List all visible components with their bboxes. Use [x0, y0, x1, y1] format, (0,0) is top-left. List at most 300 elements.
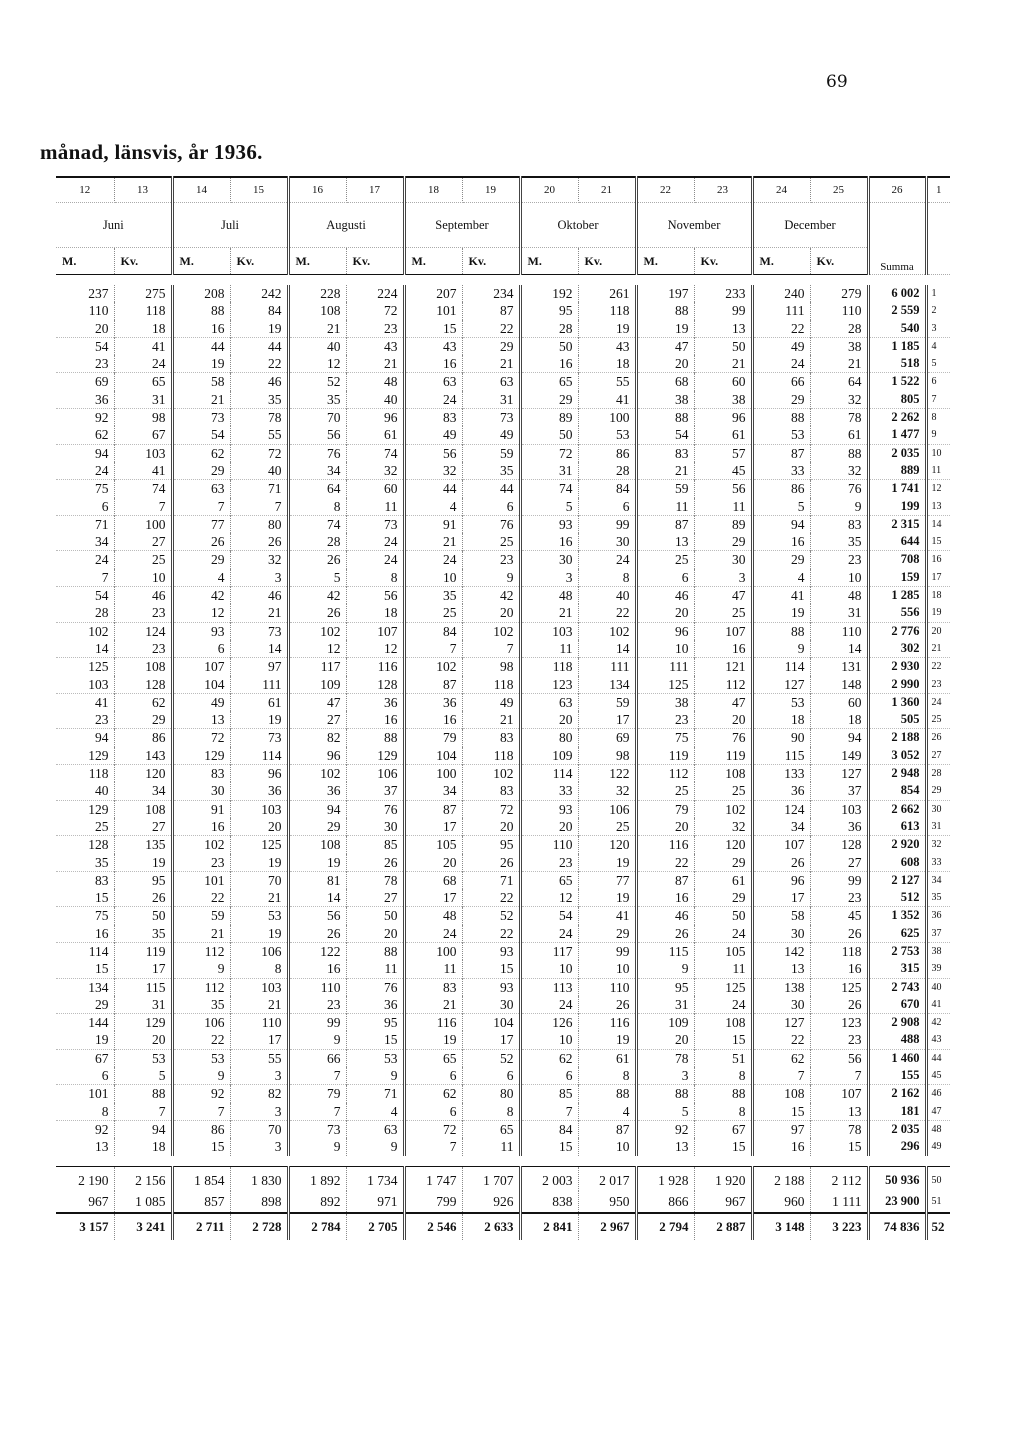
- column-number: 25: [810, 177, 868, 203]
- value-cell: 96: [636, 622, 694, 640]
- value-cell: 53: [578, 426, 636, 444]
- value-cell: 65: [114, 373, 172, 391]
- column-number: 17: [346, 177, 404, 203]
- value-cell: 88: [114, 1085, 172, 1103]
- value-cell: 108: [288, 302, 346, 319]
- value-cell: 10: [578, 1138, 636, 1155]
- value-cell: 4: [346, 1103, 404, 1121]
- value-cell: 87: [404, 676, 462, 694]
- value-cell: 17: [462, 1031, 520, 1049]
- value-cell: 9: [346, 1138, 404, 1155]
- value-cell: 102: [462, 765, 520, 783]
- value-cell: 94: [752, 515, 810, 533]
- value-cell: 2 112: [810, 1166, 868, 1191]
- value-cell: 32: [346, 462, 404, 480]
- value-cell: 73: [288, 1120, 346, 1138]
- value-cell: 106: [230, 942, 288, 960]
- summa-cell: 889: [868, 462, 926, 480]
- value-cell: 11: [346, 960, 404, 978]
- value-cell: 34: [752, 818, 810, 836]
- value-cell: 103: [230, 978, 288, 996]
- table-row: [56, 480, 950, 498]
- value-cell: 99: [810, 871, 868, 889]
- value-cell: 7: [114, 498, 172, 516]
- value-cell: 1 111: [810, 1191, 868, 1213]
- value-cell: 109: [520, 747, 578, 765]
- value-cell: 28: [288, 533, 346, 551]
- value-cell: 104: [462, 1014, 520, 1032]
- value-cell: 127: [810, 765, 868, 783]
- value-cell: 2 967: [578, 1213, 636, 1240]
- value-cell: 88: [752, 622, 810, 640]
- value-cell: 25: [404, 604, 462, 622]
- value-cell: 61: [578, 1049, 636, 1067]
- value-cell: 81: [288, 871, 346, 889]
- value-cell: 101: [404, 302, 462, 319]
- value-cell: 13: [56, 1138, 114, 1155]
- value-cell: 279: [810, 285, 868, 302]
- value-cell: 20: [114, 1031, 172, 1049]
- value-cell: 106: [172, 1014, 230, 1032]
- table-row: [56, 569, 950, 587]
- spacer-cell: [56, 275, 950, 286]
- value-cell: 32: [404, 462, 462, 480]
- page-title: månad, länsvis, år 1936.: [40, 140, 263, 164]
- month-header: Augusti: [288, 203, 404, 248]
- value-cell: 14: [230, 640, 288, 658]
- table-row: [56, 640, 950, 658]
- value-cell: 38: [810, 337, 868, 355]
- table-row: [56, 907, 950, 925]
- value-cell: 1 707: [462, 1166, 520, 1191]
- summa-cell: 1 460: [868, 1049, 926, 1067]
- row-index: 45: [931, 1070, 942, 1082]
- row-index: 51: [931, 1195, 942, 1207]
- value-cell: 950: [578, 1191, 636, 1213]
- table-row: [56, 658, 950, 676]
- value-cell: 128: [810, 836, 868, 854]
- value-cell: 47: [694, 587, 752, 605]
- row-index: 42: [926, 1014, 950, 1032]
- value-cell: 103: [810, 800, 868, 818]
- row-index: 30: [926, 800, 950, 818]
- row-index: 6: [926, 373, 950, 391]
- value-cell: 15: [56, 889, 114, 907]
- table-row: [56, 818, 950, 836]
- value-cell: 50: [520, 337, 578, 355]
- value-cell: 44: [172, 337, 230, 355]
- value-cell: 16: [404, 711, 462, 729]
- table-row: [56, 1191, 950, 1213]
- value-cell: 3: [230, 1067, 288, 1085]
- spacer-row: [56, 275, 950, 286]
- value-cell: 54: [172, 426, 230, 444]
- value-cell: 21: [346, 355, 404, 373]
- value-cell: 47: [694, 693, 752, 711]
- value-cell: 112: [636, 765, 694, 783]
- value-cell: 15: [346, 1031, 404, 1049]
- value-cell: 43: [404, 337, 462, 355]
- value-cell: 100: [404, 765, 462, 783]
- value-cell: 118: [462, 676, 520, 694]
- value-cell: 31: [520, 462, 578, 480]
- value-cell: 74: [520, 480, 578, 498]
- value-cell: 20: [636, 1031, 694, 1049]
- value-cell: 26: [230, 533, 288, 551]
- value-cell: 3: [230, 1138, 288, 1155]
- value-cell: 17: [404, 889, 462, 907]
- value-cell: 115: [752, 747, 810, 765]
- value-cell: 21: [230, 889, 288, 907]
- row-index: 32: [926, 836, 950, 854]
- value-cell: 8: [694, 1103, 752, 1121]
- value-cell: 3: [520, 569, 578, 587]
- value-cell: 40: [288, 337, 346, 355]
- value-cell: 93: [462, 942, 520, 960]
- value-cell: 32: [578, 782, 636, 800]
- value-cell: 108: [288, 836, 346, 854]
- value-cell: 73: [230, 622, 288, 640]
- value-cell: 21: [404, 996, 462, 1014]
- value-cell: 15: [694, 1031, 752, 1049]
- value-cell: 108: [114, 800, 172, 818]
- value-cell: 118: [810, 942, 868, 960]
- value-cell: 110: [578, 978, 636, 996]
- value-cell: 19: [578, 320, 636, 338]
- value-cell: 11: [404, 960, 462, 978]
- row-index: 52: [926, 1213, 950, 1240]
- value-cell: 24: [346, 533, 404, 551]
- value-cell: 7: [230, 498, 288, 516]
- value-cell: 41: [56, 693, 114, 711]
- value-cell: 35: [172, 996, 230, 1014]
- summa-cell: 2 035: [868, 444, 926, 462]
- value-cell: 30: [752, 925, 810, 943]
- value-cell: 31: [462, 391, 520, 409]
- value-cell: 28: [520, 320, 578, 338]
- summa-cell: 199: [868, 498, 926, 516]
- value-cell: 19: [578, 889, 636, 907]
- value-cell: 240: [752, 285, 810, 302]
- summa-cell: 181: [868, 1103, 926, 1121]
- value-cell: 11: [694, 960, 752, 978]
- value-cell: 74: [114, 480, 172, 498]
- value-cell: 63: [346, 1120, 404, 1138]
- value-cell: 74: [288, 515, 346, 533]
- value-cell: 72: [346, 302, 404, 319]
- value-cell: 94: [56, 444, 114, 462]
- value-cell: 96: [288, 747, 346, 765]
- value-cell: 88: [636, 1085, 694, 1103]
- value-cell: 799: [404, 1191, 462, 1213]
- value-cell: 7: [404, 1138, 462, 1155]
- value-cell: 32: [810, 462, 868, 480]
- value-cell: 15: [56, 960, 114, 978]
- value-cell: 76: [288, 444, 346, 462]
- value-cell: 1 928: [636, 1166, 694, 1191]
- value-cell: 125: [636, 676, 694, 694]
- value-cell: 1 892: [288, 1166, 346, 1191]
- value-cell: 63: [462, 373, 520, 391]
- value-cell: 78: [346, 871, 404, 889]
- value-cell: 8: [462, 1103, 520, 1121]
- value-cell: 79: [288, 1085, 346, 1103]
- value-cell: 82: [288, 729, 346, 747]
- sex-header-kv: Kv.: [462, 248, 520, 275]
- value-cell: 29: [462, 337, 520, 355]
- value-cell: 29: [694, 533, 752, 551]
- value-cell: 2 190: [56, 1166, 114, 1191]
- value-cell: 53: [346, 1049, 404, 1067]
- value-cell: 36: [404, 693, 462, 711]
- value-cell: 78: [810, 409, 868, 427]
- column-number: 14: [172, 177, 230, 203]
- value-cell: 77: [578, 871, 636, 889]
- value-cell: 34: [114, 782, 172, 800]
- value-cell: 224: [346, 285, 404, 302]
- table-row: [56, 996, 950, 1014]
- value-cell: 72: [404, 1120, 462, 1138]
- value-cell: 92: [172, 1085, 230, 1103]
- row-index: 49: [931, 1141, 942, 1153]
- value-cell: 197: [636, 285, 694, 302]
- value-cell: 62: [114, 693, 172, 711]
- value-cell: 107: [346, 622, 404, 640]
- row-index: 20: [926, 622, 950, 640]
- value-cell: 7: [810, 1067, 868, 1085]
- value-cell: 105: [694, 942, 752, 960]
- value-cell: 63: [404, 373, 462, 391]
- row-index: 11: [931, 464, 942, 476]
- value-cell: 19: [752, 604, 810, 622]
- summa-cell: 2 930: [868, 658, 926, 676]
- value-cell: 73: [230, 729, 288, 747]
- value-cell: 15: [810, 1138, 868, 1155]
- value-cell: 107: [752, 836, 810, 854]
- value-cell: 50: [114, 907, 172, 925]
- value-cell: 102: [462, 622, 520, 640]
- summa-cell: 488: [868, 1031, 926, 1049]
- value-cell: 29: [694, 854, 752, 872]
- value-cell: 106: [578, 800, 636, 818]
- value-cell: 67: [694, 1120, 752, 1138]
- table-row: [56, 1014, 950, 1032]
- summa-cell: 2 035: [868, 1120, 926, 1138]
- sex-header-m: M.: [636, 248, 694, 275]
- summa-cell: 505: [868, 711, 926, 729]
- value-cell: 83: [462, 782, 520, 800]
- summa-cell: 608: [868, 854, 926, 872]
- value-cell: 126: [520, 1014, 578, 1032]
- value-cell: 898: [230, 1191, 288, 1213]
- value-cell: 29: [114, 711, 172, 729]
- value-cell: 87: [462, 302, 520, 319]
- value-cell: 50: [694, 337, 752, 355]
- value-cell: 109: [636, 1014, 694, 1032]
- value-cell: 25: [114, 551, 172, 569]
- value-cell: 967: [694, 1191, 752, 1213]
- value-cell: 38: [694, 391, 752, 409]
- row-index: 25: [931, 714, 942, 726]
- value-cell: 26: [752, 854, 810, 872]
- value-cell: 52: [462, 1049, 520, 1067]
- value-cell: 3: [230, 1103, 288, 1121]
- table-row: [56, 765, 950, 783]
- value-cell: 88: [172, 302, 230, 319]
- month-header: September: [404, 203, 520, 248]
- value-cell: 64: [288, 480, 346, 498]
- value-cell: 23: [56, 355, 114, 373]
- value-cell: 1 085: [114, 1191, 172, 1213]
- table-row: [56, 942, 950, 960]
- value-cell: 54: [520, 907, 578, 925]
- value-cell: 23: [810, 1031, 868, 1049]
- value-cell: 88: [636, 302, 694, 319]
- value-cell: 108: [694, 765, 752, 783]
- value-cell: 18: [114, 320, 172, 338]
- row-index: 26: [926, 729, 950, 747]
- value-cell: 6: [462, 1067, 520, 1085]
- table-row: [56, 1138, 950, 1155]
- value-cell: 101: [56, 1085, 114, 1103]
- value-cell: 6: [462, 498, 520, 516]
- value-cell: 96: [752, 871, 810, 889]
- table-row: [56, 889, 950, 907]
- value-cell: 116: [578, 1014, 636, 1032]
- value-cell: 63: [172, 480, 230, 498]
- value-cell: 8: [230, 960, 288, 978]
- value-cell: 110: [520, 836, 578, 854]
- value-cell: 111: [752, 302, 810, 319]
- value-cell: 83: [404, 978, 462, 996]
- value-cell: 70: [288, 409, 346, 427]
- value-cell: 135: [114, 836, 172, 854]
- value-cell: 95: [462, 836, 520, 854]
- value-cell: 87: [636, 515, 694, 533]
- row-index: 35: [931, 892, 942, 904]
- summa-cell: 625: [868, 925, 926, 943]
- value-cell: 112: [694, 676, 752, 694]
- value-cell: 24: [56, 551, 114, 569]
- value-cell: 44: [230, 337, 288, 355]
- column-number: 22: [636, 177, 694, 203]
- value-cell: 6: [520, 1067, 578, 1085]
- value-cell: 70: [230, 1120, 288, 1138]
- value-cell: 52: [288, 373, 346, 391]
- value-cell: 40: [578, 587, 636, 605]
- value-cell: 23: [520, 854, 578, 872]
- value-cell: 10: [404, 569, 462, 587]
- table-row: [56, 337, 950, 355]
- value-cell: 9: [172, 1067, 230, 1085]
- value-cell: 93: [520, 515, 578, 533]
- value-cell: 5: [288, 569, 346, 587]
- row-index: 34: [926, 871, 950, 889]
- summa-cell: 708: [868, 551, 926, 569]
- value-cell: 107: [694, 622, 752, 640]
- value-cell: 9: [810, 498, 868, 516]
- summa-cell: 540: [868, 320, 926, 338]
- value-cell: 25: [462, 533, 520, 551]
- value-cell: 60: [694, 373, 752, 391]
- value-cell: 19: [578, 854, 636, 872]
- value-cell: 237: [56, 285, 114, 302]
- table-row: [56, 871, 950, 889]
- value-cell: 21: [404, 533, 462, 551]
- summa-cell: 74 836: [868, 1213, 926, 1240]
- value-cell: 24: [404, 391, 462, 409]
- value-cell: 261: [578, 285, 636, 302]
- value-cell: 89: [520, 409, 578, 427]
- value-cell: 87: [578, 1120, 636, 1138]
- column-number: 12: [56, 177, 114, 203]
- value-cell: 23: [346, 320, 404, 338]
- value-cell: 73: [346, 515, 404, 533]
- value-cell: 3 148: [752, 1213, 810, 1240]
- value-cell: 47: [288, 693, 346, 711]
- summa-cell: 2 990: [868, 676, 926, 694]
- value-cell: 104: [404, 747, 462, 765]
- value-cell: 2 188: [752, 1166, 810, 1191]
- value-cell: 8: [694, 1067, 752, 1085]
- value-cell: 73: [172, 409, 230, 427]
- value-cell: 9: [172, 960, 230, 978]
- value-cell: 93: [172, 622, 230, 640]
- value-cell: 15: [462, 960, 520, 978]
- row-index: 31: [931, 820, 942, 832]
- value-cell: 120: [114, 765, 172, 783]
- summa-cell: 1 352: [868, 907, 926, 925]
- value-cell: 16: [172, 320, 230, 338]
- value-cell: 6: [56, 1067, 114, 1085]
- value-cell: 114: [752, 658, 810, 676]
- value-cell: 95: [346, 1014, 404, 1032]
- value-cell: 117: [520, 942, 578, 960]
- value-cell: 67: [56, 1049, 114, 1067]
- value-cell: 48: [404, 907, 462, 925]
- value-cell: 22: [578, 604, 636, 622]
- value-cell: 12: [346, 640, 404, 658]
- value-cell: 2 156: [114, 1166, 172, 1191]
- value-cell: 48: [520, 587, 578, 605]
- value-cell: 26: [346, 854, 404, 872]
- value-cell: 127: [752, 676, 810, 694]
- value-cell: 78: [810, 1120, 868, 1138]
- value-cell: 102: [172, 836, 230, 854]
- row-index: 8: [926, 409, 950, 427]
- value-cell: 20: [636, 818, 694, 836]
- value-cell: 129: [56, 800, 114, 818]
- row-index: 43: [931, 1034, 942, 1046]
- value-cell: 8: [578, 569, 636, 587]
- value-cell: 27: [810, 854, 868, 872]
- value-cell: 110: [288, 978, 346, 996]
- value-cell: 65: [462, 1120, 520, 1138]
- value-cell: 21: [810, 355, 868, 373]
- value-cell: 115: [114, 978, 172, 996]
- value-cell: 35: [462, 462, 520, 480]
- value-cell: 92: [56, 1120, 114, 1138]
- value-cell: 967: [56, 1191, 114, 1213]
- value-cell: 21: [172, 391, 230, 409]
- value-cell: 22: [172, 889, 230, 907]
- value-cell: 2 633: [462, 1213, 520, 1240]
- value-cell: 102: [56, 622, 114, 640]
- value-cell: 45: [694, 462, 752, 480]
- table-row: [56, 747, 950, 765]
- value-cell: 46: [230, 587, 288, 605]
- value-cell: 34: [56, 533, 114, 551]
